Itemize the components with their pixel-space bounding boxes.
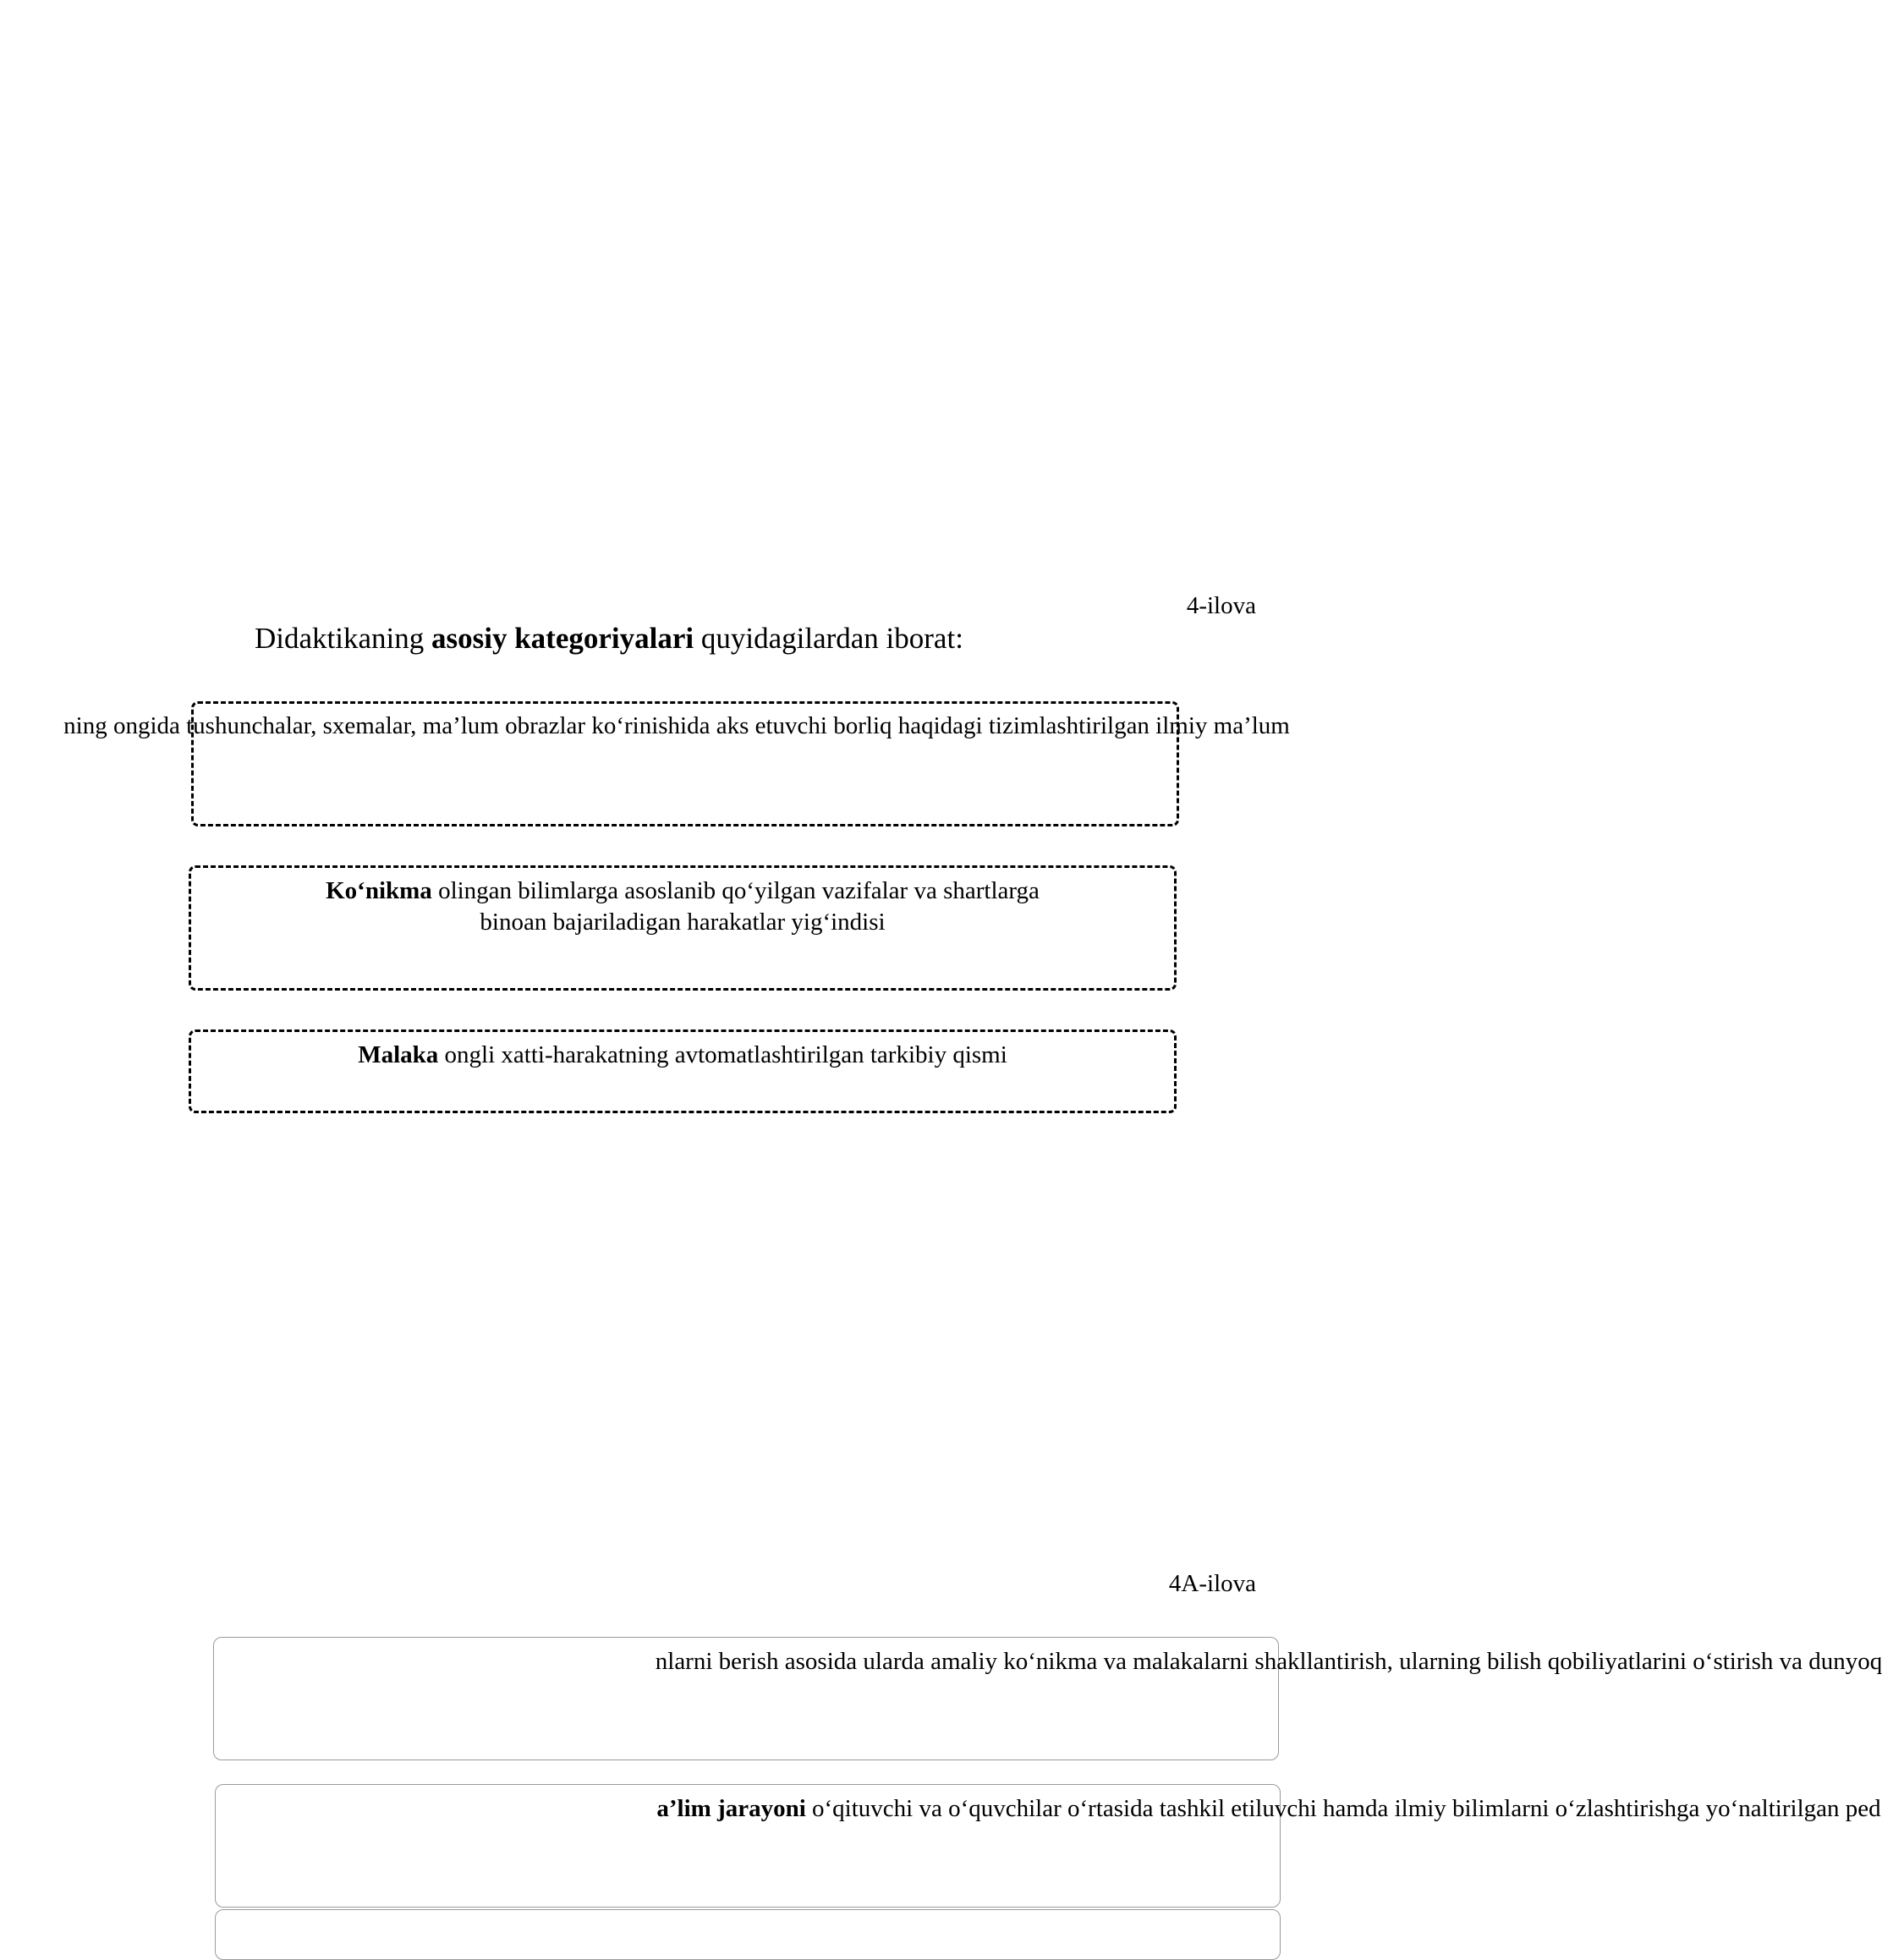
appendix-label-4: 4-ilova (1186, 592, 1256, 619)
heading-bold: asosiy kategoriyalari (431, 622, 694, 655)
category-text-bilim: ning ongida tushunchalar, sxemalar, ma’lum obrazlar ko‘rinishida aks etuvchi borliq haqidagi tizimlashtirilgan ilmiy ma’lum (63, 712, 1290, 739)
konikma-definition-line1: olingan bilimlarga asoslanib qo‘yilgan vazifalar va shartlarga (431, 877, 1040, 904)
malaka-definition: ongli xatti-harakatning avtomatlashtirilgan tarkibiy qismi (438, 1041, 1007, 1068)
talim-text-jarayon (656, 1797, 1880, 1821)
term-talim-jarayoni: a’lim jarayoni (656, 1795, 806, 1822)
category-text-malaka (191, 1040, 1174, 1071)
term-malaka: Malaka (358, 1041, 439, 1068)
heading-prefix: Didaktikaning (255, 622, 431, 655)
appendix-label-4a: 4A-ilova (1168, 1570, 1256, 1597)
term-konikma: Ko‘nikma (326, 877, 432, 904)
konikma-definition-line2: binoan bajariladigan harakatlar yig‘indisi (480, 909, 886, 936)
talim-box-third (215, 1909, 1281, 1960)
category-box-konikma (189, 865, 1177, 991)
talim-jarayon-definition: o‘qituvchi va o‘quvchilar o‘rtasida tashkil etiluvchi hamda ilmiy bilimlarni o‘zlashtirishga yo‘naltirilgan ped (805, 1795, 1881, 1822)
categories-heading (255, 623, 963, 653)
talim-text-maqsad: nlarni berish asosida ularda amaliy ko‘nikma va malakalarni shakllantirish, ularning bilish qobiliyatlarini o‘stirish va dunyoq (655, 1648, 1882, 1675)
category-box-malaka (189, 1029, 1177, 1113)
heading-suffix: quyidagilardan iborat: (694, 622, 963, 655)
category-text-konikma (191, 876, 1174, 938)
